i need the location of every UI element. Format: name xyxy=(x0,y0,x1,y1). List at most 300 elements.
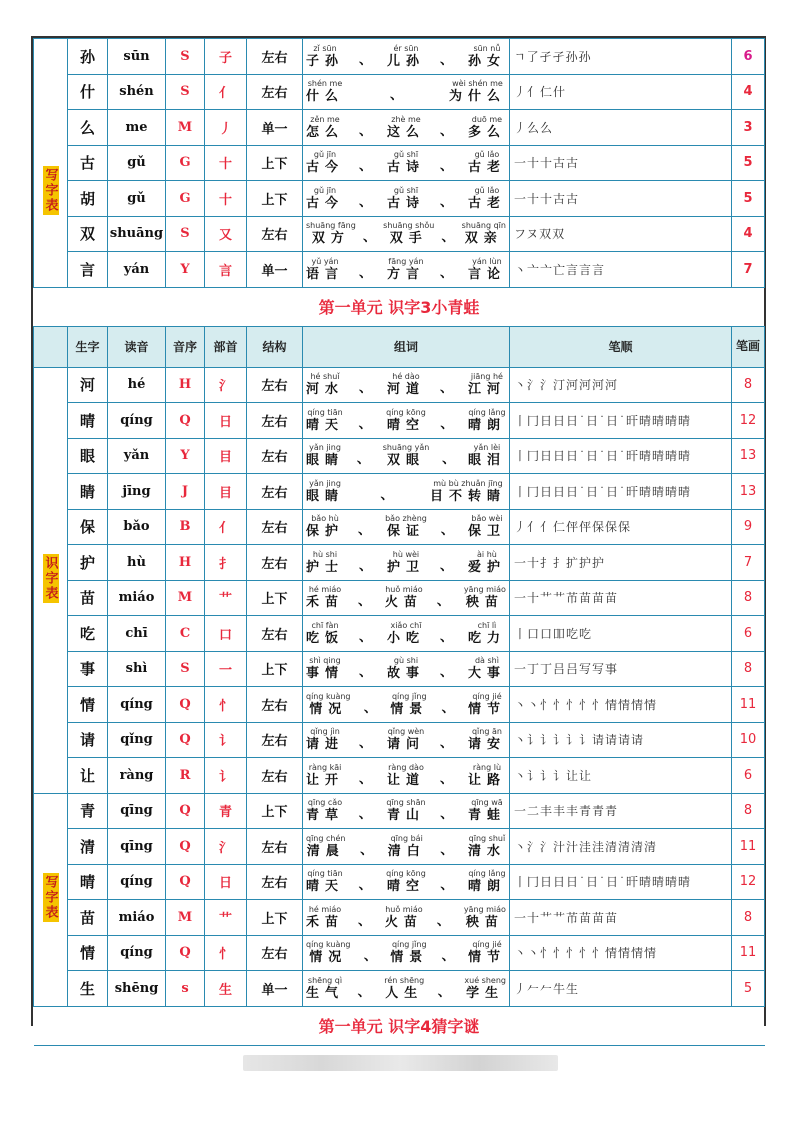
word-pinyin: huǒ miáo xyxy=(385,904,423,914)
word-chars: 双手 xyxy=(389,231,428,247)
char-cell: 孙 xyxy=(68,39,108,75)
word-list xyxy=(303,257,509,282)
char-cell: 晴 xyxy=(68,403,108,439)
word-item xyxy=(306,257,344,282)
structure-cell: 单一 xyxy=(247,110,303,146)
word-chars: 孙女 xyxy=(467,53,506,69)
order-cell: Q xyxy=(166,864,205,900)
pinyin-cell: hé xyxy=(108,367,166,403)
word-separator: 、 xyxy=(358,52,372,68)
order-cell: H xyxy=(166,367,205,403)
pinyin-cell: sūn xyxy=(108,39,166,75)
pinyin-cell: gǔ xyxy=(108,181,166,217)
structure-cell: 左右 xyxy=(247,367,303,403)
stroke-count-cell: 13 xyxy=(732,438,765,474)
stroke-count-cell: 13 xyxy=(732,474,765,510)
char-cell: 么 xyxy=(68,110,108,146)
word-chars: 目不转睛 xyxy=(429,488,506,504)
stroke-count-cell: 7 xyxy=(732,252,765,288)
word-chars: 小吃 xyxy=(386,630,425,646)
word-chars: 晴天 xyxy=(306,417,345,433)
word-chars: 清晨 xyxy=(306,843,345,859)
table-row xyxy=(34,403,765,439)
word-chars: 护卫 xyxy=(386,559,425,575)
radical-cell: 目 xyxy=(205,438,247,474)
word-pinyin: qíng lǎng xyxy=(468,869,506,879)
word-item xyxy=(468,550,506,575)
words-cell xyxy=(303,900,510,936)
word-pinyin: gǔ lǎo xyxy=(474,150,500,160)
char-cell: 古 xyxy=(68,145,108,181)
word-pinyin: hé shuǐ xyxy=(310,372,340,382)
pinyin-cell: shuāng xyxy=(108,216,166,252)
word-pinyin: gǔ shī xyxy=(393,185,419,195)
word-pinyin: qíng kōng xyxy=(386,869,426,879)
word-chars: 双亲 xyxy=(464,231,503,247)
pinyin-cell: hù xyxy=(108,545,166,581)
words-cell xyxy=(303,580,510,616)
radical-cell: 一 xyxy=(205,651,247,687)
word-item xyxy=(386,869,426,894)
structure-cell: 左右 xyxy=(247,438,303,474)
char-cell: 眼 xyxy=(68,438,108,474)
word-list xyxy=(303,976,509,1001)
word-item xyxy=(464,976,506,1001)
word-separator: 、 xyxy=(439,194,453,210)
column-header: 笔顺 xyxy=(510,326,732,367)
table-row xyxy=(34,793,765,829)
word-separator: 、 xyxy=(439,52,453,68)
word-item xyxy=(468,763,506,788)
word-item xyxy=(306,692,351,717)
word-pinyin: yāng miáo xyxy=(463,585,506,595)
word-item xyxy=(468,727,506,752)
category-cell xyxy=(34,367,68,793)
word-pinyin: shuāng shǒu xyxy=(383,221,435,231)
word-list xyxy=(303,44,509,69)
word-item xyxy=(387,656,425,681)
word-pinyin: shuāng qīn xyxy=(461,221,506,231)
word-chars: 禾苗 xyxy=(306,595,345,611)
word-item xyxy=(384,976,424,1001)
radical-cell: 日 xyxy=(205,864,247,900)
word-separator: 、 xyxy=(357,594,371,610)
order-cell: s xyxy=(166,971,205,1007)
char-cell: 清 xyxy=(68,829,108,865)
word-item xyxy=(306,621,344,646)
word-pinyin: hé miáo xyxy=(308,904,342,914)
word-separator: 、 xyxy=(360,842,374,858)
words-cell xyxy=(303,145,510,181)
word-item xyxy=(468,656,506,681)
word-separator: 、 xyxy=(357,984,371,1000)
words-cell xyxy=(303,722,510,758)
words-cell xyxy=(303,252,510,288)
word-separator: 、 xyxy=(362,230,376,246)
radical-cell: 忄 xyxy=(205,687,247,723)
order-cell: G xyxy=(166,181,205,217)
words-cell xyxy=(303,864,510,900)
word-separator: 、 xyxy=(436,594,450,610)
word-item xyxy=(468,44,506,69)
word-separator: 、 xyxy=(440,807,454,823)
word-pinyin: qíng tiān xyxy=(307,869,343,879)
words-cell xyxy=(303,651,510,687)
pinyin-cell: qíng xyxy=(108,864,166,900)
order-cell: J xyxy=(166,474,205,510)
word-item xyxy=(468,940,506,965)
pinyin-cell: jīng xyxy=(108,474,166,510)
word-chars: 青蛙 xyxy=(467,808,506,824)
word-item xyxy=(387,763,425,788)
word-chars: 情况 xyxy=(309,950,348,966)
stroke-count-cell: 12 xyxy=(732,864,765,900)
word-pinyin: gǔ lǎo xyxy=(474,185,500,195)
word-pinyin: qíng tiān xyxy=(307,407,343,417)
structure-cell: 左右 xyxy=(247,545,303,581)
order-cell: G xyxy=(166,145,205,181)
stroke-order-cell: 一十十古古 xyxy=(510,145,732,181)
word-pinyin: qīng shuǐ xyxy=(468,833,506,843)
table-row xyxy=(34,545,765,581)
word-chars: 眼泪 xyxy=(467,453,506,469)
char-cell: 吃 xyxy=(68,616,108,652)
word-list xyxy=(303,150,509,175)
word-pinyin: ràng dào xyxy=(388,762,424,772)
char-cell: 请 xyxy=(68,722,108,758)
word-item xyxy=(306,834,345,859)
word-chars: 大事 xyxy=(467,666,506,682)
word-item xyxy=(387,621,425,646)
word-chars: 清水 xyxy=(467,843,506,859)
pinyin-cell: qíng xyxy=(108,687,166,723)
stroke-order-cell: 丿亻亻仁伻伻保保保 xyxy=(510,509,732,545)
word-item xyxy=(306,150,344,175)
word-item xyxy=(468,115,506,140)
char-cell: 胡 xyxy=(68,181,108,217)
word-pinyin: xué sheng xyxy=(464,975,506,985)
structure-cell: 左右 xyxy=(247,216,303,252)
stroke-order-cell: 丨冂日日日˙日˙日˙旰晴晴晴晴 xyxy=(510,438,732,474)
word-list xyxy=(303,186,509,211)
word-item xyxy=(306,221,356,246)
stroke-count-cell: 6 xyxy=(732,758,765,794)
word-item xyxy=(306,408,344,433)
word-pinyin: qíng jǐng xyxy=(391,940,427,950)
word-list xyxy=(303,692,509,717)
radical-cell: 青 xyxy=(205,793,247,829)
word-item xyxy=(468,257,506,282)
stroke-order-cell: 丶氵氵汁汁洼洼清清清清 xyxy=(510,829,732,865)
column-header: 音序 xyxy=(166,326,205,367)
words-cell xyxy=(303,971,510,1007)
stroke-order-cell: 一十十古古 xyxy=(510,181,732,217)
word-chars: 情景 xyxy=(390,950,429,966)
word-pinyin: yāng miáo xyxy=(463,904,506,914)
structure-cell: 左右 xyxy=(247,722,303,758)
word-chars: 清白 xyxy=(387,843,426,859)
word-separator: 、 xyxy=(441,700,455,716)
word-chars: 故事 xyxy=(386,666,425,682)
word-item xyxy=(306,44,344,69)
table-row xyxy=(34,474,765,510)
stroke-order-cell: 丨冂日日日˙日˙日˙旰晴晴晴晴 xyxy=(510,864,732,900)
word-pinyin: qǐng ān xyxy=(471,727,502,737)
stroke-count-cell: 7 xyxy=(732,545,765,581)
pinyin-cell: qīng xyxy=(108,829,166,865)
word-item xyxy=(468,443,506,468)
word-pinyin: mù bù zhuǎn jīng xyxy=(433,478,503,488)
structure-cell: 上下 xyxy=(247,181,303,217)
word-pinyin: ài hù xyxy=(477,549,497,559)
stroke-count-cell: 12 xyxy=(732,403,765,439)
radical-cell: 亻 xyxy=(205,74,247,110)
word-item xyxy=(468,408,506,433)
table-row xyxy=(34,181,765,217)
order-cell: M xyxy=(166,580,205,616)
word-pinyin: gǔ jīn xyxy=(313,185,337,195)
word-list xyxy=(303,940,509,965)
words-cell xyxy=(303,39,510,75)
word-pinyin: dà shì xyxy=(474,656,499,666)
vocab-table xyxy=(33,38,765,1046)
order-cell: M xyxy=(166,900,205,936)
word-chars: 情节 xyxy=(467,950,506,966)
word-separator: 、 xyxy=(357,913,371,929)
char-cell: 护 xyxy=(68,545,108,581)
table-row xyxy=(34,39,765,75)
word-chars: 多么 xyxy=(467,124,506,140)
word-item xyxy=(383,443,430,468)
table-row xyxy=(34,252,765,288)
word-item xyxy=(387,372,425,397)
order-cell: S xyxy=(166,651,205,687)
table-row xyxy=(34,864,765,900)
table-row xyxy=(34,367,765,403)
stroke-order-cell: 一十艹艹芇苗苗苗 xyxy=(510,580,732,616)
word-pinyin: qíng kuàng xyxy=(306,940,351,950)
structure-cell: 左右 xyxy=(247,758,303,794)
words-cell xyxy=(303,793,510,829)
word-chars: 青草 xyxy=(306,808,345,824)
word-chars: 请安 xyxy=(467,737,506,753)
pinyin-cell: shì xyxy=(108,651,166,687)
radical-cell: 丿 xyxy=(205,110,247,146)
word-separator: 、 xyxy=(442,452,456,468)
char-cell: 什 xyxy=(68,74,108,110)
word-chars: 吃饭 xyxy=(306,630,345,646)
word-chars: 什么 xyxy=(306,89,345,105)
word-separator: 、 xyxy=(358,558,372,574)
pinyin-cell: yǎn xyxy=(108,438,166,474)
table-row xyxy=(34,651,765,687)
stroke-count-cell: 8 xyxy=(732,900,765,936)
word-chars: 古诗 xyxy=(386,195,425,211)
pinyin-cell: miáo xyxy=(108,900,166,936)
word-chars: 古今 xyxy=(306,160,345,176)
word-pinyin: yǎn jing xyxy=(309,478,341,488)
order-cell: Y xyxy=(166,438,205,474)
words-cell xyxy=(303,110,510,146)
column-header: 组词 xyxy=(303,326,510,367)
order-cell: Q xyxy=(166,935,205,971)
word-item xyxy=(306,186,344,211)
word-item xyxy=(468,798,506,823)
words-cell xyxy=(303,829,510,865)
structure-cell: 左右 xyxy=(247,616,303,652)
word-item xyxy=(306,550,344,575)
word-pinyin: qíng kōng xyxy=(386,407,426,417)
word-separator: 、 xyxy=(356,452,370,468)
radical-cell: 艹 xyxy=(205,580,247,616)
word-separator: 、 xyxy=(439,736,453,752)
word-pinyin: yǔ yán xyxy=(311,256,339,266)
pinyin-cell: qīng xyxy=(108,793,166,829)
radical-cell: 生 xyxy=(205,971,247,1007)
word-item xyxy=(390,692,428,717)
char-cell: 让 xyxy=(68,758,108,794)
stroke-order-cell: 一丁丁吕吕写写事 xyxy=(510,651,732,687)
word-item xyxy=(385,585,423,610)
char-cell: 晴 xyxy=(68,864,108,900)
word-pinyin: rén shēng xyxy=(384,975,425,985)
stroke-order-cell: ㄱ了孑孑孙孙 xyxy=(510,39,732,75)
word-item xyxy=(390,940,428,965)
pinyin-cell: ràng xyxy=(108,758,166,794)
word-item xyxy=(306,798,344,823)
stroke-order-cell: 丶丶忄忄忄忄忄情情情情 xyxy=(510,935,732,971)
word-pinyin: qīng bái xyxy=(390,833,423,843)
char-cell: 苗 xyxy=(68,580,108,616)
word-pinyin: chī lì xyxy=(477,620,497,630)
word-chars: 儿孙 xyxy=(386,53,425,69)
word-pinyin: zǐ sūn xyxy=(313,43,337,53)
word-pinyin: qīng wā xyxy=(471,798,503,808)
stroke-count-cell: 11 xyxy=(732,687,765,723)
word-item xyxy=(464,905,506,930)
word-chars: 河水 xyxy=(306,382,345,398)
word-separator: 、 xyxy=(358,878,372,894)
word-chars: 晴空 xyxy=(386,417,425,433)
word-chars: 保卫 xyxy=(467,524,506,540)
structure-cell: 单一 xyxy=(247,252,303,288)
word-item xyxy=(306,976,344,1001)
word-separator: 、 xyxy=(380,487,394,503)
word-pinyin: yǎn lèi xyxy=(473,443,501,453)
radical-cell: 十 xyxy=(205,145,247,181)
word-item xyxy=(468,372,506,397)
word-chars: 爱护 xyxy=(467,559,506,575)
pinyin-cell: shén xyxy=(108,74,166,110)
char-cell: 情 xyxy=(68,935,108,971)
structure-cell: 左右 xyxy=(247,935,303,971)
word-chars: 吃力 xyxy=(467,630,506,646)
word-separator: 、 xyxy=(440,523,454,539)
word-item xyxy=(306,514,344,539)
stroke-order-cell: 丨冂日日日˙日˙日˙旰晴晴晴晴 xyxy=(510,474,732,510)
word-item xyxy=(385,514,427,539)
section-title: 第一单元 识字4猜字谜 xyxy=(318,1017,480,1036)
stroke-order-cell: フヌ双双 xyxy=(510,216,732,252)
word-pinyin: ràng kāi xyxy=(308,762,342,772)
stroke-order-cell: 丶丶忄忄忄忄忄情情情情 xyxy=(510,687,732,723)
stroke-count-cell: 6 xyxy=(732,39,765,75)
word-chars: 江河 xyxy=(467,382,506,398)
stroke-order-cell: 丶氵氵汀河河河河 xyxy=(510,367,732,403)
word-item xyxy=(468,514,506,539)
word-item xyxy=(306,940,351,965)
word-chars: 方言 xyxy=(386,266,425,282)
word-separator: 、 xyxy=(358,381,372,397)
table-row xyxy=(34,687,765,723)
word-chars: 子孙 xyxy=(306,53,345,69)
word-item xyxy=(468,621,506,646)
word-item xyxy=(387,727,425,752)
char-cell: 睛 xyxy=(68,474,108,510)
pinyin-cell: qǐng xyxy=(108,722,166,758)
word-item xyxy=(306,479,344,504)
word-separator: 、 xyxy=(437,984,451,1000)
word-item xyxy=(387,115,425,140)
structure-cell: 左右 xyxy=(247,74,303,110)
radical-cell: 言 xyxy=(205,252,247,288)
words-cell xyxy=(303,74,510,110)
word-item xyxy=(306,869,344,894)
word-item xyxy=(387,150,425,175)
radical-cell: 艹 xyxy=(205,900,247,936)
char-cell: 河 xyxy=(68,367,108,403)
stroke-order-cell: 一二丰丰丰青青青 xyxy=(510,793,732,829)
word-pinyin: yǎn jing xyxy=(309,443,341,453)
table-header-row xyxy=(34,326,765,367)
char-cell: 情 xyxy=(68,687,108,723)
table-row xyxy=(34,616,765,652)
structure-cell: 上下 xyxy=(247,900,303,936)
word-list xyxy=(303,372,509,397)
word-chars: 双方 xyxy=(311,231,350,247)
stroke-count-cell: 8 xyxy=(732,580,765,616)
word-separator: 、 xyxy=(358,159,372,175)
word-pinyin: qíng lǎng xyxy=(468,407,506,417)
word-chars: 火苗 xyxy=(384,914,423,930)
table-row xyxy=(34,829,765,865)
word-separator: 、 xyxy=(363,949,377,965)
word-pinyin: gǔ shī xyxy=(393,150,419,160)
word-pinyin: qǐng jìn xyxy=(310,727,340,737)
word-chars: 生气 xyxy=(306,985,345,1001)
word-pinyin: duō me xyxy=(471,114,503,124)
word-item xyxy=(306,727,344,752)
word-separator: 、 xyxy=(358,629,372,645)
word-item xyxy=(386,798,425,823)
order-cell: Q xyxy=(166,829,205,865)
word-pinyin: hù shi xyxy=(312,549,338,559)
header-blank xyxy=(34,326,68,367)
word-chars: 言论 xyxy=(467,266,506,282)
word-chars: 人生 xyxy=(385,985,424,1001)
word-item xyxy=(306,763,344,788)
word-pinyin: zhè me xyxy=(391,114,421,124)
radical-cell: 日 xyxy=(205,403,247,439)
section-title-row xyxy=(34,287,765,326)
word-pinyin: qíng jié xyxy=(472,691,502,701)
word-separator: 、 xyxy=(439,665,453,681)
word-chars: 古老 xyxy=(467,160,506,176)
word-pinyin: qīng shān xyxy=(386,798,426,808)
category-badge: 写字表 xyxy=(42,168,58,214)
order-cell: H xyxy=(166,545,205,581)
table-row xyxy=(34,758,765,794)
